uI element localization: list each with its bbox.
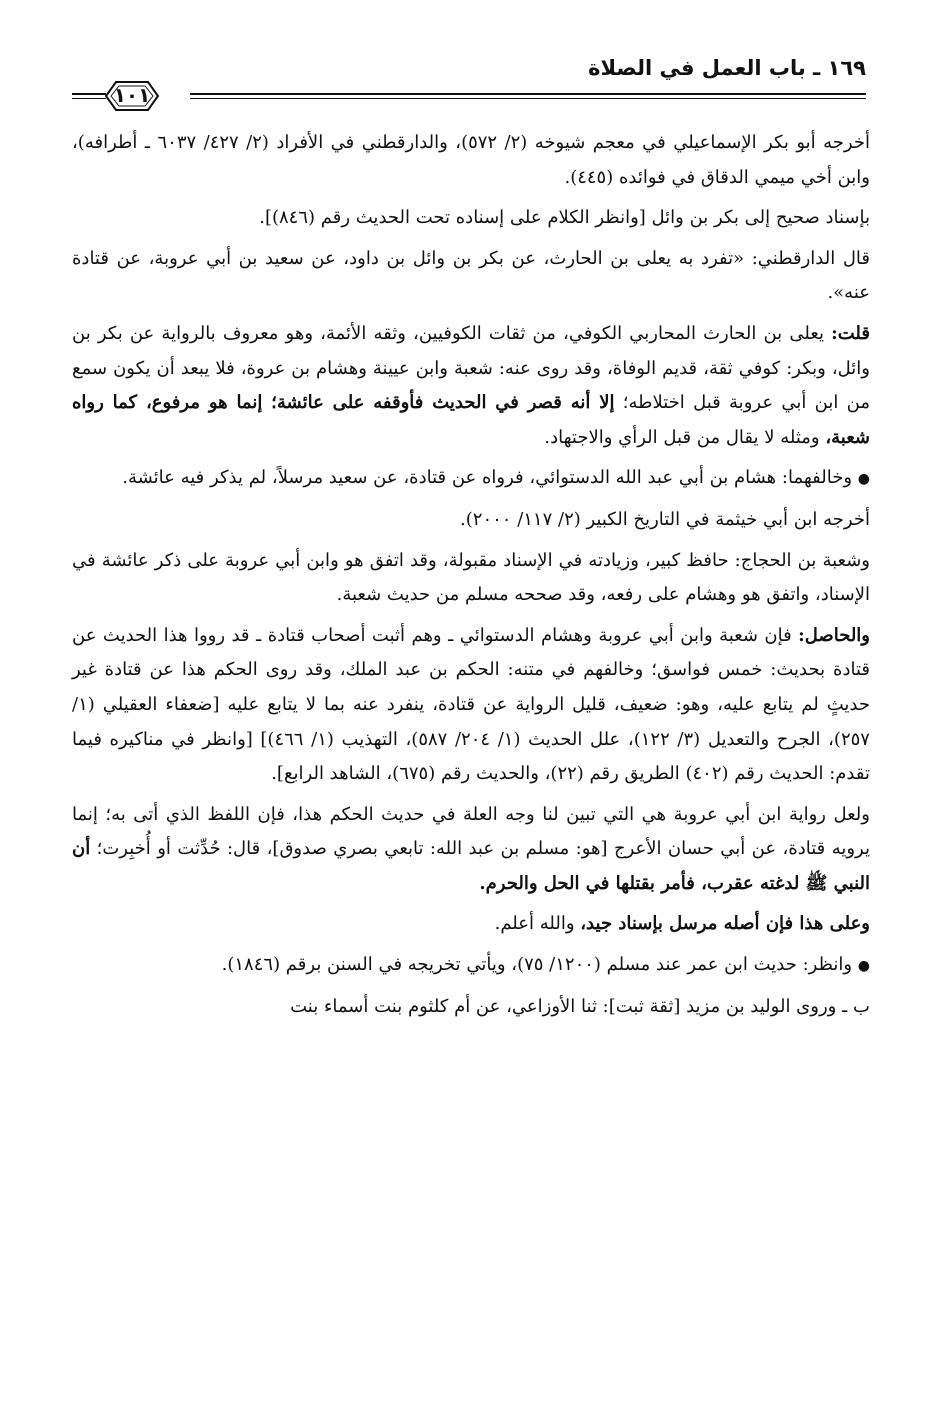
text-line: وانظر: حديث ابن عمر عند مسلم (١٢٠٠/ ٧٥)، ويأتي تخريجه في السنن برقم (١٨٤٦). [221,954,858,976]
page-number-frame [72,78,192,114]
page-body [72,126,870,1030]
bold-text: وعلى هذا فإن أصله مرسل بإسناد جيد، [580,913,870,935]
bullet-icon: ● [857,471,870,488]
paragraph [72,503,870,538]
text-line: ب ـ وروى الوليد بن مزيد [ثقة ثبت]: ثنا الأوزاعي، عن أم كلثوم بنت أسماء بنت [290,995,870,1017]
text-line: ولعل رواية ابن أبي عروبة هي التي تبين لنا وجه العلة في حديث الحكم هذا، فإن اللفظ الذي أتى به؛ إنما يرويه قتادة، عن أبي حسان الأعرج [هو: مسلم بن عبد الله: تابعي بصري صدوق]، قال: حُدِّثت أو أُخبِرت؛ [72,803,870,860]
chapter-title: ١٦٩ ـ باب العمل في الصلاة [588,56,866,80]
paragraph [72,126,870,195]
paragraph [72,990,870,1025]
paragraph [72,619,870,792]
paragraph [72,201,870,236]
paragraph [72,461,870,497]
bold-text: أن النبي ﷺ لدغته عقرب، فأمر بقتلها في الحل والحرم. [72,838,870,894]
bullet-icon: ● [857,958,870,975]
paragraph [72,544,870,613]
paragraph [72,907,870,942]
text-line: أخرجه أبو بكر الإسماعيلي في معجم شيوخه (٢/ ٥٧٢)، والدارقطني في الأفراد (٢/ ٤٢٧/ ٦٠٣٧ ـ أطرافه)، وابن أخي ميمي الدقاق في فوائده (٤٤٥). [72,132,870,188]
text-line: قال الدارقطني: «تفرد به يعلى بن الحارث، عن بكر بن وائل بن داود، عن سعيد بن أبي عروبة، عن قتادة عنه». [72,247,871,304]
text-line: يعلى بن الحارث المحاربي الكوفي، من ثقات الكوفيين، وثقه الأئمة، وهو معروف بالرواية عن بكر بن وائل، وبكر: كوفي ثقة، قديم الوفاة، وقد روى عنه: شعبة وابن عيينة وهشام بن عروة، فلا يبعد أن يكون سمع من ابن أبي عروبة قبل اختلاطه؛ [72,322,871,414]
text-line: أخرجه ابن أبي خيثمة في التاريخ الكبير (٢/ ١١٧/ ٢٠٠٠). [460,508,870,530]
paragraph [72,242,870,311]
header-rule-thin [190,98,866,99]
text-line: وشعبة بن الحجاج: حافظ كبير، وزيادته في الإسناد مقبولة، وقد اتفق هو وابن أبي عروبة على ذكر عائشة في الإسناد، واتفق هو وهشام على رفعه، وقد صححه مسلم من حديث شعبة. [72,549,870,606]
text-line: ومثله لا يقال من قبل الرأي والاجتهاد. [544,426,826,448]
paragraph [72,798,870,902]
text-line: والله أعلم. [494,913,581,935]
bold-lead: قلت: [831,322,870,344]
page-number: ١٠١ [113,83,151,107]
paragraph [72,948,870,984]
bold-lead: والحاصل: [798,624,870,646]
bold-text: إلا أنه قصر في الحديث فأوقفه على عائشة؛ إنما هو مرفوع، كما رواه شعبة، [72,392,870,448]
text-line: فإن شعبة وابن أبي عروبة وهشام الدستوائي ـ وهم أثبت أصحاب قتادة ـ قد رووا هذا الحديث عن قتادة بحديث: خمس فواسق؛ وخالفهم في متنه: الحكم بن عبد الملك، وقد روى الحكم هذا عن قتادة غير حديثٍ لم يتابع عليه، وهو: ضعيف، قليل الرواية عن قتادة، ينفرد عنه بما لا يتابع عليه [ضعفاء العقيلي (١/ ٢٥٧)، الجرح والتعديل (٣/ ١٢٢)، علل الحديث (١/ ٢٠٤/ ٥٨٧)، التهذيب (١/ ٤٦٦)] [وانظر في مناكيره فيما تقدم: الحديث رقم (٤٠٢) الطريق رقم (٢٢)، والحديث رقم (٦٧٥)، الشاهد الرابع]. [72,624,870,785]
paragraph [72,317,870,455]
text-line: وخالفهما: هشام بن أبي عبد الله الدستوائي، فرواه عن قتادة، عن سعيد مرسلاً، لم يذكر فيه عائشة. [122,467,858,489]
header-rule [190,93,866,95]
text-line: بإسناد صحيح إلى بكر بن وائل [وانظر الكلام على إسناده تحت الحديث رقم (٨٤٦)]. [259,207,870,229]
